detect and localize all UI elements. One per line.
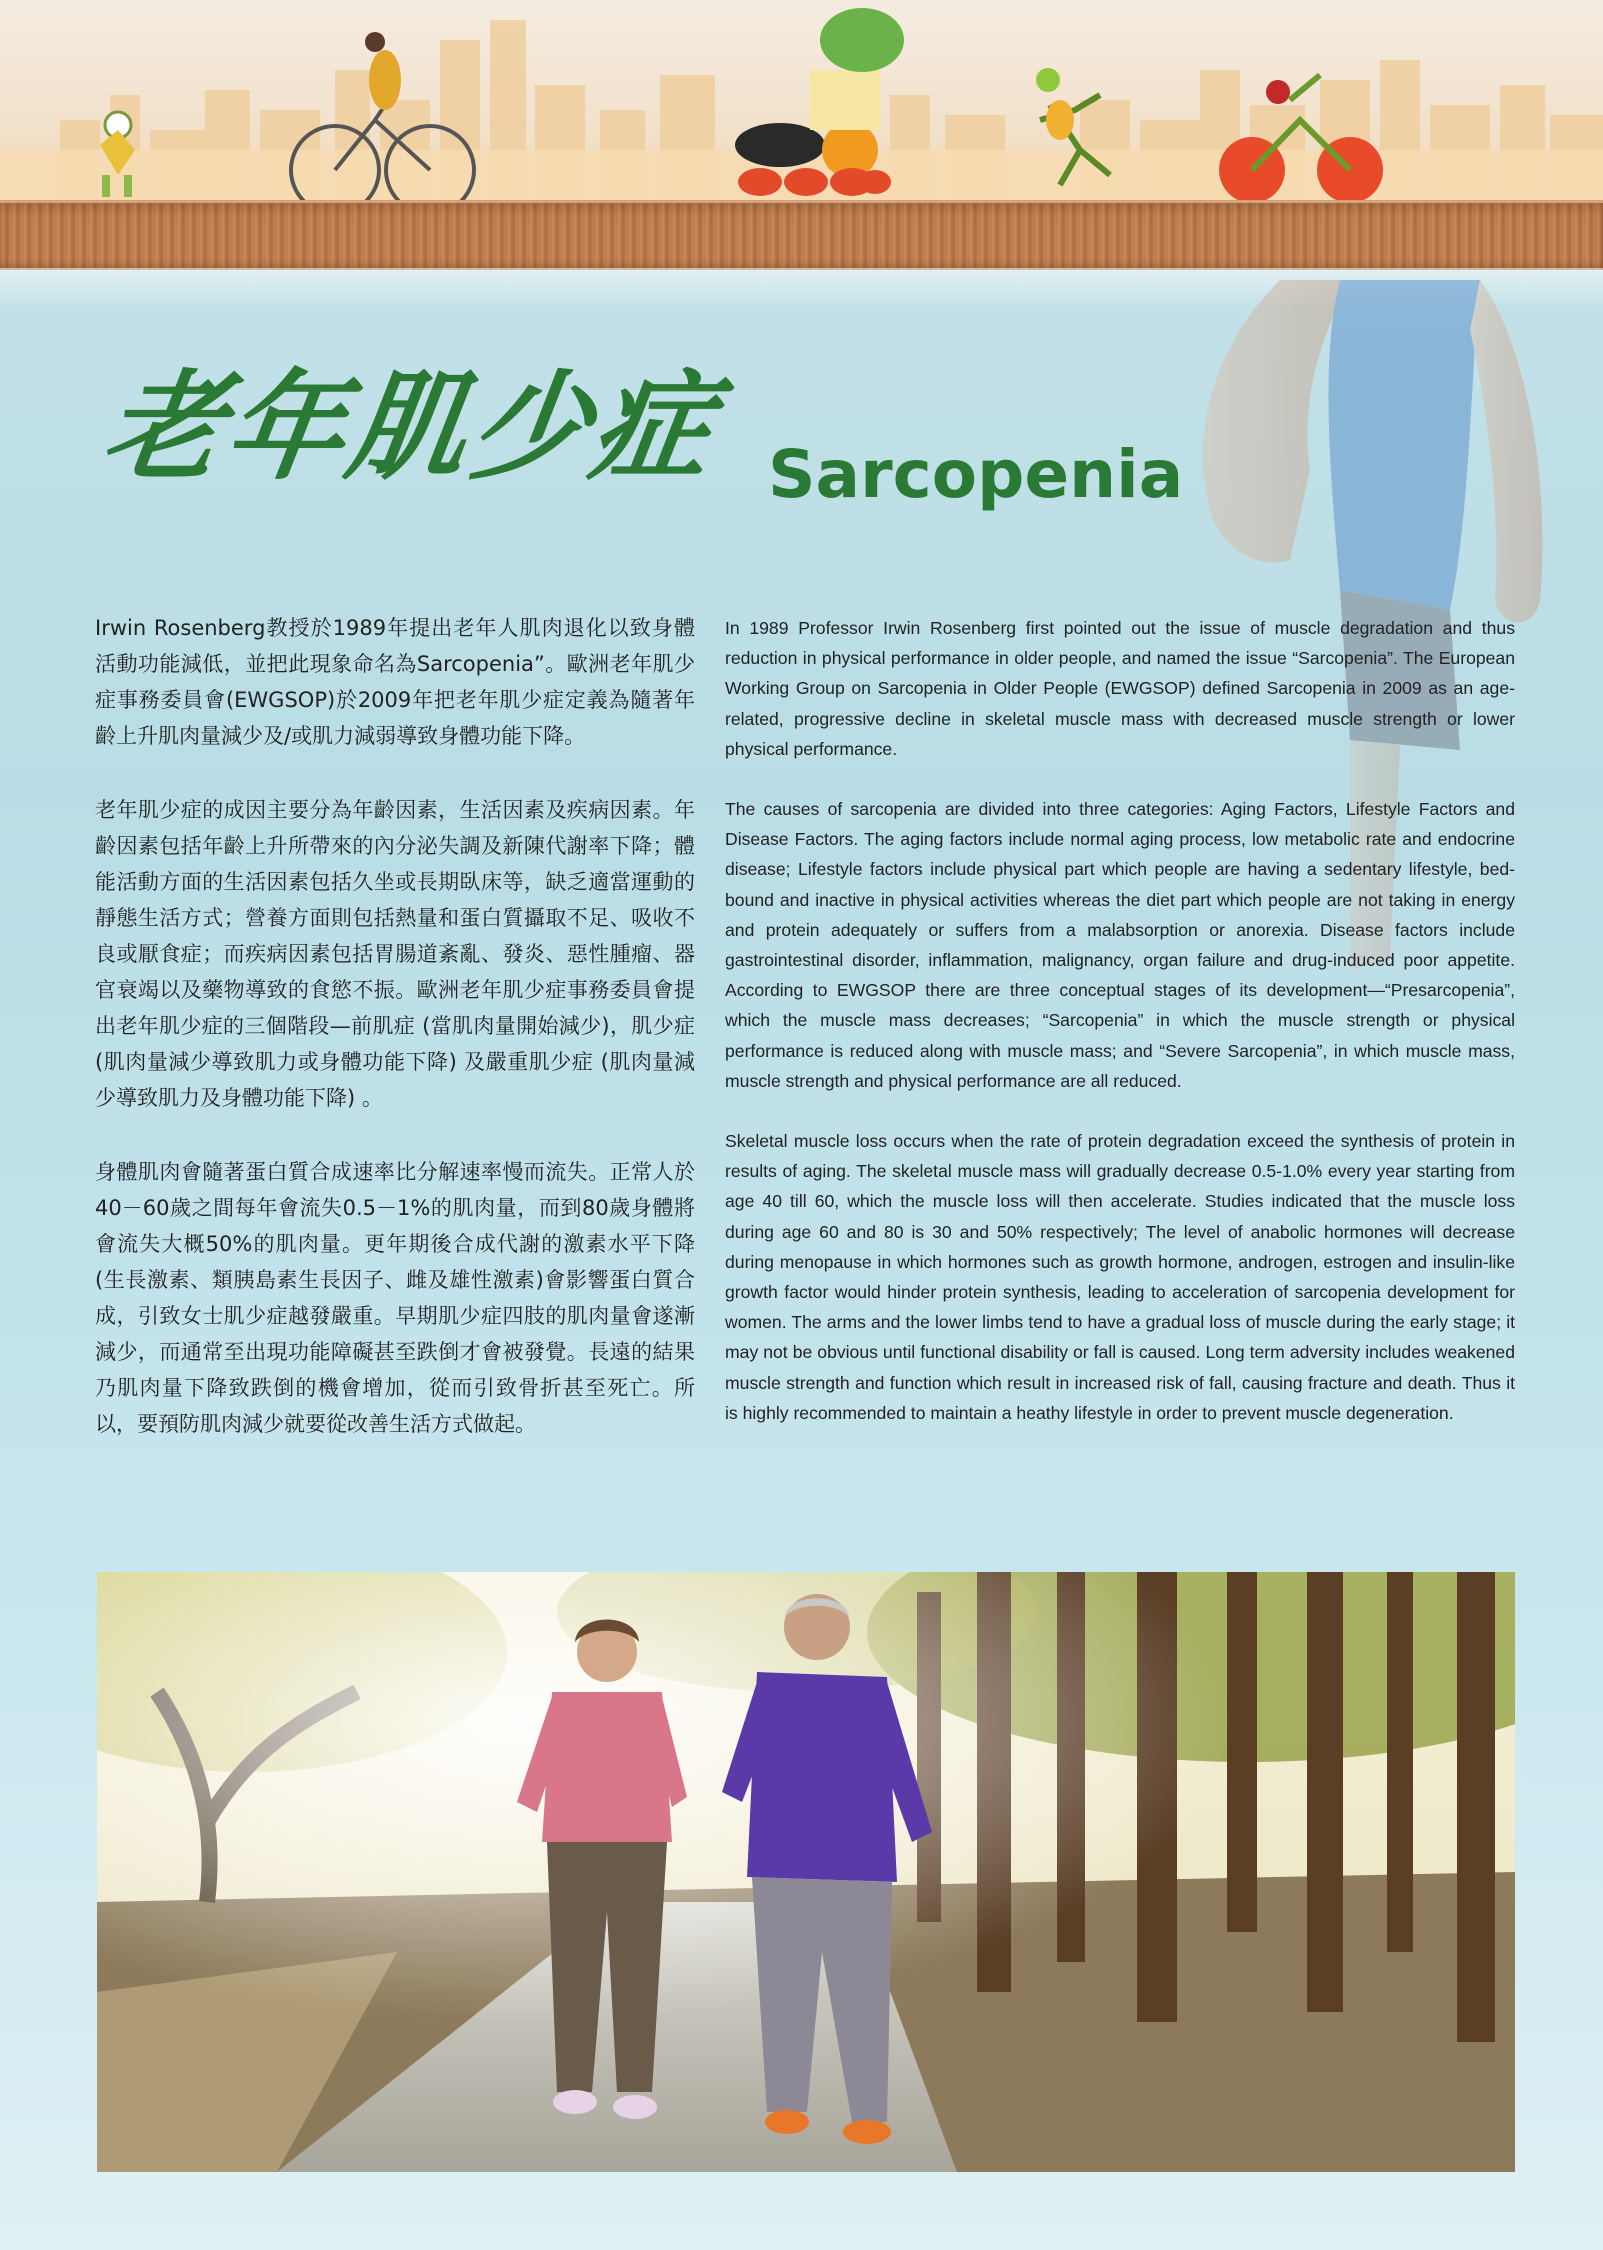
page-title-chinese: 老年肌少症 xyxy=(95,358,725,496)
city-skyline-illustration xyxy=(0,0,1603,205)
chinese-paragraph: 身體肌肉會隨著蛋白質合成速率比分解速率慢而流失。正常人於40－60歲之間每年會流失0.5－1%的肌肉量，而到80歲身體將會流失大概50%的肌肉量。更年期後合成代謝的激素水平下降(生長激素、類胰島素生長因子、雌及雄性激素)會影響蛋白質合成，引致女士肌少症越發嚴重。早期肌少症四肢的肌肉量會遂漸減少，而通常至出現功能障礙甚至跌倒才會被發覺。長遠的結果乃肌肉量下降致跌倒的機會增加，從而引致骨折甚至死亡。所以，要預防肌肉減少就要從改善生活方式做起。 xyxy=(95,1160,695,1436)
english-paragraph: The causes of sarcopenia are divided into three categories: Aging Factors, Lifestyle Factors and Disease Factors. The aging factors include normal aging process, low metabolic rate and endocrine disease; Lifestyle factors include physical part which people are having a sedentary lifestyle, bed-bound and inactive in physical activities whereas the diet part which people are not taking in energy and protein adequately or suffers from a malabsorption or anorexia. Disease factors include gastrointestinal disorder, inflammation, malignancy, organ failure and drug-induced poor appetite. According to EWGSOP there are three conceptual stages of its development—“Presarcopenia”, which the muscle mass decreases; “Sarcopenia” in which the muscle strength or physical performance is reduced along with muscle mass; and “Severe Sarcopenia”, in which muscle mass, muscle strength and physical performance are all reduced. xyxy=(725,799,1515,1091)
english-text-column xyxy=(725,613,1515,1458)
chinese-paragraph: Irwin Rosenberg教授於1989年提出老年人肌肉退化以致身體活動功能減低，並把此現象命名為Sarcopenia”。歐洲老年肌少症事務委員會(EWGSOP)於2009年把老年肌少症定義為隨著年齡上升肌肉量減少及/或肌力減弱導致身體功能下降。 xyxy=(95,616,695,748)
page-title-english: Sarcopenia xyxy=(768,436,1184,513)
park-photo-illustration xyxy=(97,1572,1515,2172)
english-paragraph: In 1989 Professor Irwin Rosenberg first pointed out the issue of muscle degradation and thus reduction in physical performance in older people, and named the issue “Sarcopenia”. The European Working Group on Sarcopenia in Older People (EWGSOP) defined Sarcopenia in 2009 as an age-related, progressive decline in skeletal muscle mass with decreased muscle strength or lower physical performance. xyxy=(725,618,1515,759)
elderly-couple-jogging-photo xyxy=(97,1572,1515,2172)
chinese-paragraph: 老年肌少症的成因主要分為年齡因素，生活因素及疾病因素。年齡因素包括年齡上升所帶來的內分泌失調及新陳代謝率下降；體能活動方面的生活因素包括久坐或長期臥床等，缺乏適當運動的靜態生活方式；營養方面則包括熱量和蛋白質攝取不足、吸收不良或厭食症；而疾病因素包括胃腸道紊亂、發炎、惡性腫瘤、器官衰竭以及藥物導致的食慾不振。歐洲老年肌少症事務委員會提出老年肌少症的三個階段—前肌症 (當肌肉量開始減少)，肌少症 (肌肉量減少導致肌力或身體功能下降) 及嚴重肌少症 (肌肉量減少導致肌力及身體功能下降) 。 xyxy=(95,798,695,1110)
wood-shelf xyxy=(0,200,1603,270)
top-banner xyxy=(0,0,1603,270)
english-paragraph: Skeletal muscle loss occurs when the rate of protein degradation exceed the synthesis of protein in results of aging. The skeletal muscle mass will gradually decrease 0.5-1.0% every year starting from age 40 till 60, which the muscle loss will then accelerate. Studies indicated that the muscle loss during age 60 and 80 is 30 and 50% respectively; The level of anabolic hormones will decrease during menopause in which hormones such as growth hormone, androgen, estrogen and insulin-like growth factor would hinder protein synthesis, leading to acceleration of sarcopenia development for women. The arms and the lower limbs tend to have a gradual loss of muscle during the early stage; it may not be obvious until functional disability or fall is caused. Long term adversity includes weakened muscle strength and function which result in increased risk of fall, causing fracture and death. Thus it is highly recommended to maintain a heathy lifestyle in order to prevent muscle degeneration. xyxy=(725,1131,1515,1423)
chinese-text-column xyxy=(95,610,695,1480)
